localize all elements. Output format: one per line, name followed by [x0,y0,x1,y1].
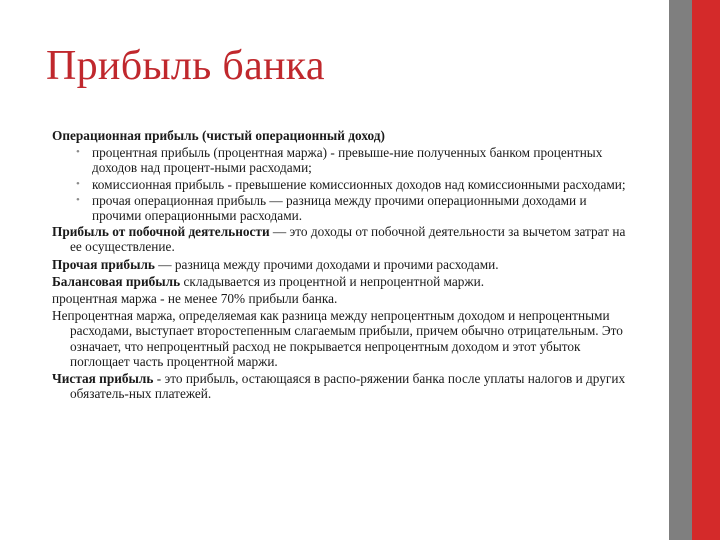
balance-profit-definition: складывается из процентной и непроцентной маржи. [180,273,485,289]
side-activity-definition: — это доходы от побочной деятельности за вычетом затрат на ее осуществление. [70,224,626,255]
decorative-stripe-gray [669,0,692,540]
bullet-item [52,145,627,175]
noninterest-margin-paragraph: Непроцентная маржа, определяемая как разница между непроцентным доходом и непроцентными расходами, выступает второстепенным слагаемым прибыли, причем обычно отрицательным. Это означает, что непроцентный расход не покрывается непроцентным доходом и этот убыток поглощает часть процентной маржи. [52,308,623,369]
bullet-icon: • [76,146,80,159]
bullet-text: прочая операционная прибыль — разница между прочими операционными доходами и прочими операционными расходами. [92,192,587,224]
side-activity-term: Прибыль от побочной деятельности [52,224,270,240]
bullet-text: комиссионная прибыль - превышение комиссионных доходов над комиссионными расходами; [92,176,626,192]
net-profit-paragraph [52,371,627,401]
balance-profit-paragraph [52,274,627,289]
interest-margin-paragraph: процентная маржа - не менее 70% прибыли банка. [52,291,338,307]
net-profit-definition: - это прибыль, остающаяся в распо-ряжении банка после уплаты налогов и других обязатель-ных платежей. [70,371,626,402]
bullet-icon: • [76,177,80,190]
bullet-icon: • [76,193,80,206]
side-activity-paragraph [52,224,627,254]
decorative-stripe-red [692,0,720,540]
operating-profit-heading: Операционная прибыль (чистый операционный доход) [52,128,385,143]
bullet-item [52,193,627,223]
net-profit-term: Чистая прибыль [52,371,154,387]
bullet-text: процентная прибыль (процентная маржа) - превыше-ние полученных банком процентных доходов над процент-ными расходами; [92,145,603,176]
slide-title: Прибыль банка [46,43,325,89]
slide-body [52,128,627,403]
other-profit-paragraph [52,257,627,272]
other-profit-definition: — разница между прочими доходами и прочими расходами. [154,256,499,272]
other-profit-term: Прочая прибыль [52,256,155,272]
balance-profit-term: Балансовая прибыль [52,273,181,289]
bullet-item [52,177,627,192]
